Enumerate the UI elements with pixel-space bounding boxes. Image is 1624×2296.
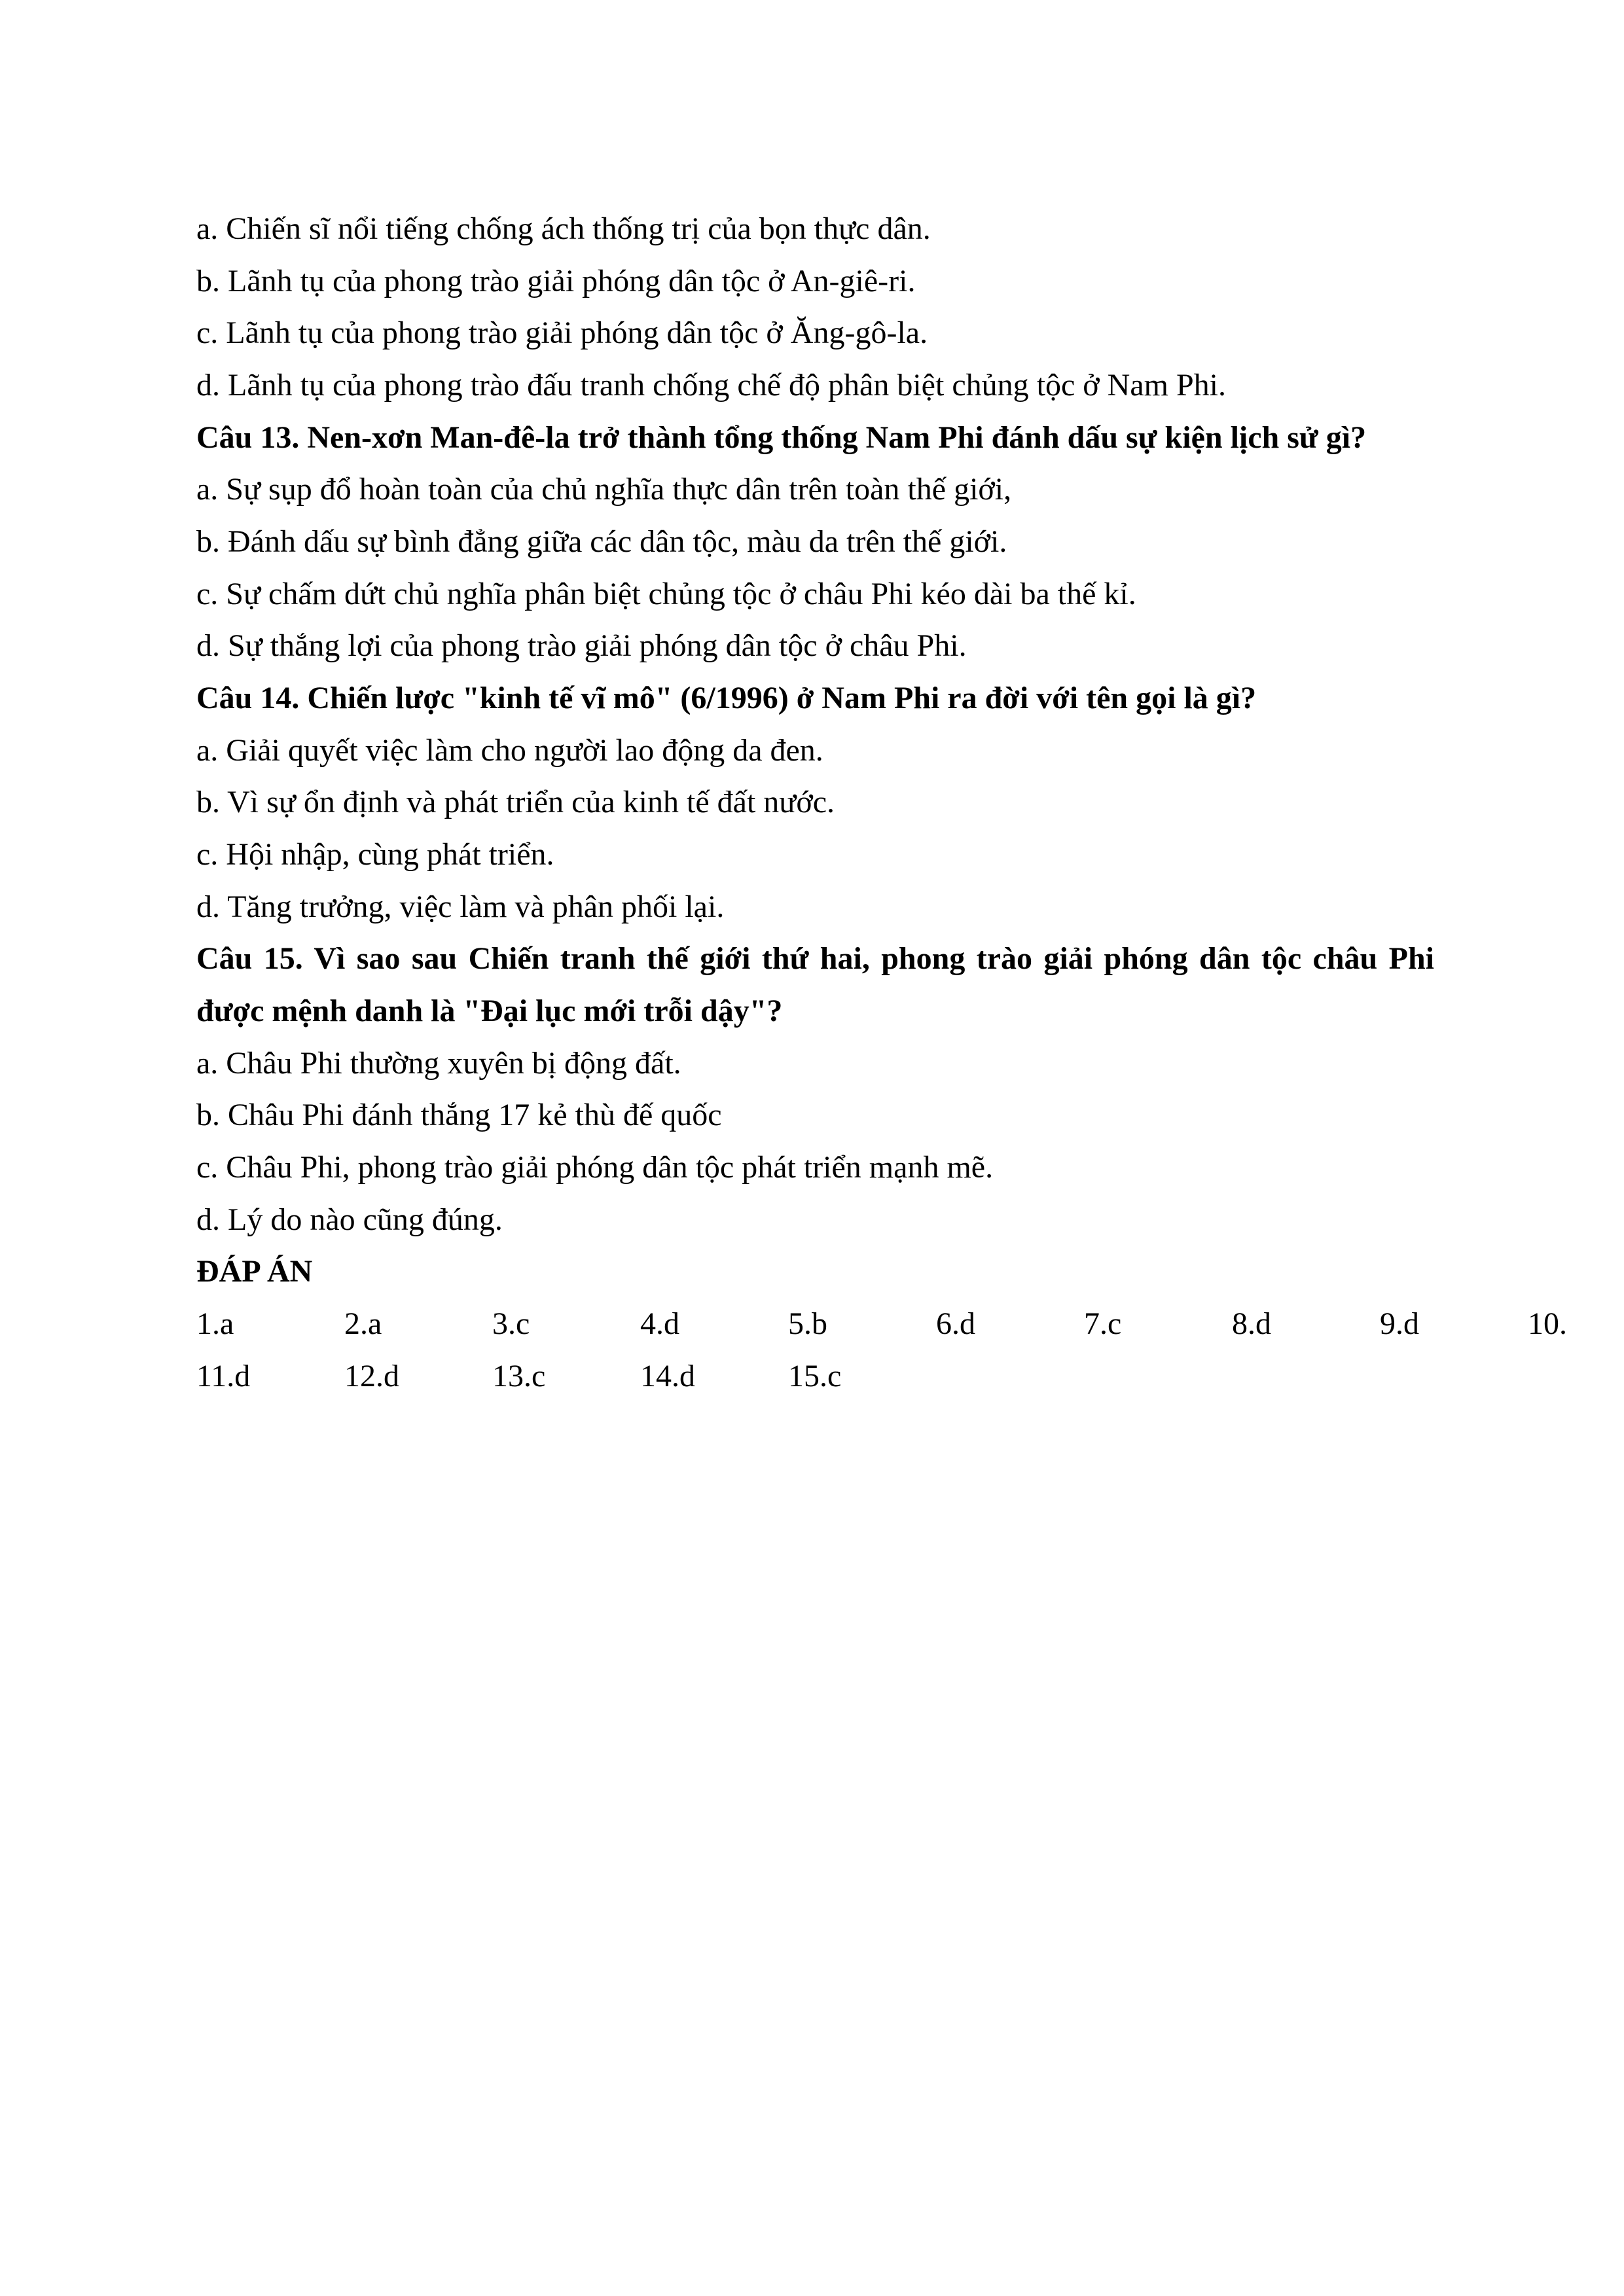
answer-key-heading: ĐÁP ÁN	[196, 1254, 313, 1289]
answer-cell-2: 2.a	[344, 1306, 382, 1342]
answer-key-row-1	[196, 1298, 1567, 1350]
question-line-15: Câu 15. Vì sao sau Chiến tranh thế giới thứ hai, phong trào giải phóng dân tộc châu Phi được mệnh danh là "Đại lục mới trỗi dậy"?	[196, 941, 1434, 1029]
option-line-12a: a. Chiến sĩ nổi tiếng chống ách thống trị của bọn thực dân.	[196, 211, 931, 246]
option-line-13d: d. Sự thắng lợi của phong trào giải phóng dân tộc ở châu Phi.	[196, 628, 967, 664]
answer-cell-7: 7.c	[1084, 1306, 1122, 1342]
option-line-14c: c. Hội nhập, cùng phát triển.	[196, 837, 554, 872]
option-line-13c: c. Sự chấm dứt chủ nghĩa phân biệt chủng tộc ở châu Phi kéo dài ba thế kỉ.	[196, 576, 1136, 611]
option-line-14a: a. Giải quyết việc làm cho người lao động da đen.	[196, 732, 823, 768]
option-line-14d: d. Tăng trưởng, việc làm và phân phối lại.	[196, 889, 725, 924]
answer-cell-6: 6.d	[936, 1306, 975, 1342]
option-line-14b: b. Vì sự ổn định và phát triển của kinh tế đất nước.	[196, 785, 835, 820]
question-line-14: Câu 14. Chiến lược "kinh tế vĩ mô" (6/1996) ở Nam Phi ra đời với tên gọi là gì?	[196, 681, 1257, 716]
answer-cell-13: 13.c	[492, 1358, 546, 1393]
option-line-12c: c. Lãnh tụ của phong trào giải phóng dân tộc ở Ăng-gô-la.	[196, 315, 928, 351]
option-line-15c: c. Châu Phi, phong trào giải phóng dân tộc phát triển mạnh mẽ.	[196, 1150, 994, 1185]
answer-cell-14: 14.d	[640, 1358, 695, 1393]
question-line-13: Câu 13. Nen-xơn Man-đê-la trở thành tổng thống Nam Phi đánh dấu sự kiện lịch sử gì?	[196, 420, 1367, 455]
answer-cell-1: 1.a	[196, 1306, 234, 1342]
option-line-13a: a. Sự sụp đổ hoàn toàn của chủ nghĩa thực dân trên toàn thế giới,	[196, 472, 1012, 507]
option-line-15d: d. Lý do nào cũng đúng.	[196, 1202, 503, 1237]
answer-cell-5: 5.b	[788, 1306, 827, 1342]
answer-cell-4: 4.d	[640, 1306, 679, 1342]
answer-key-row-2	[196, 1350, 1434, 1403]
option-line-13b: b. Đánh dấu sự bình đẳng giữa các dân tộc, màu da trên thế giới.	[196, 524, 1007, 560]
answer-cell-10: 10.	[1528, 1306, 1567, 1342]
answer-cell-9: 9.d	[1380, 1306, 1419, 1342]
answer-cell-3: 3.c	[492, 1306, 530, 1342]
answer-cell-12: 12.d	[344, 1358, 399, 1393]
option-line-15a: a. Châu Phi thường xuyên bị động đất.	[196, 1045, 681, 1081]
answer-cell-15: 15.c	[788, 1358, 842, 1393]
answer-cell-8: 8.d	[1232, 1306, 1271, 1342]
option-line-15b: b. Châu Phi đánh thắng 17 kẻ thù đế quốc	[196, 1098, 722, 1133]
answer-cell-11: 11.d	[196, 1358, 251, 1393]
option-line-12b: b. Lãnh tụ của phong trào giải phóng dân tộc ở An-giê-ri.	[196, 263, 916, 298]
option-line-12d: d. Lãnh tụ của phong trào đấu tranh chống chế độ phân biệt chủng tộc ở Nam Phi.	[196, 368, 1226, 403]
